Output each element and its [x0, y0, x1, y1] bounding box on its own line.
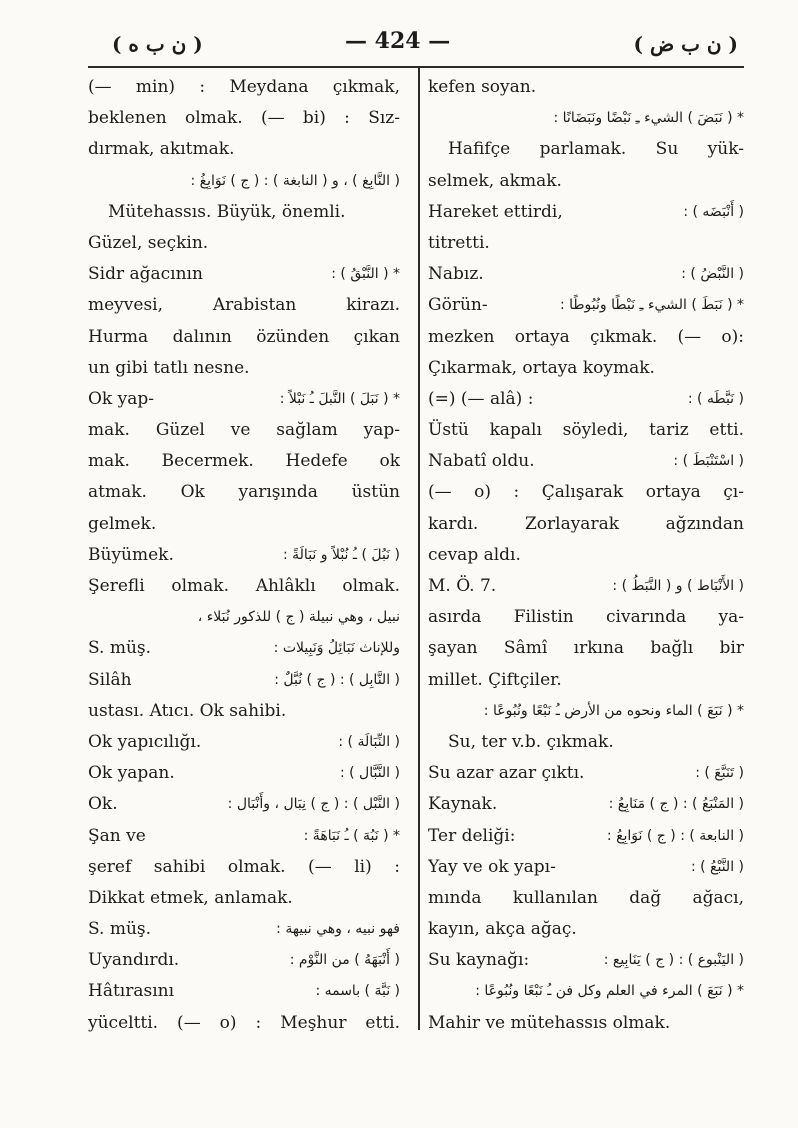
- entry-line: Güzel, seçkin.: [88, 232, 209, 253]
- arabic-headword: ( النَّبْل ) : ( ج ) نِبَال ، وأَنْبَال :: [227, 796, 400, 813]
- arabic-headword-line: نبيل ، وهي نبيلة ( ج ) للذكور نُبَلاء ،: [197, 609, 400, 626]
- header-left-guide-word: ( ن ب ه ): [112, 32, 203, 56]
- entry-line: meyvesi, Arabistan kirazı.: [88, 295, 400, 316]
- entry-line: (— o) : Çalışarak ortaya çı-: [428, 482, 744, 503]
- definition-text: Ok yap-: [88, 388, 155, 409]
- entry-line: kardı. Zorlayarak ağzından: [428, 513, 744, 534]
- entry-line: beklenen olmak. (— bi) : Sız-: [88, 108, 400, 129]
- definition-text: S. müş.: [88, 919, 152, 940]
- arabic-headword: ( نَبُلَ ) ـُ نُبْلاً و نَبَالَةً :: [282, 546, 400, 563]
- entry-line: cevap aldı.: [428, 544, 521, 565]
- entry-line: Çıkarmak, ortaya koymak.: [428, 357, 655, 378]
- column-divider: [418, 68, 420, 1030]
- entry-line: un gibi tatlı nesne.: [88, 357, 250, 378]
- arabic-headword: ( النِّبَالَة ) :: [338, 733, 400, 750]
- entry-line: gelmek.: [88, 513, 157, 534]
- definition-text: Uyandırdı.: [88, 950, 180, 971]
- arabic-headword: ( أَنْبَهَهُ ) من النَّوْم :: [289, 952, 400, 969]
- definition-text: Kaynak.: [428, 794, 498, 815]
- arabic-headword: ( اسْتَنْبَطَ ) :: [673, 453, 744, 470]
- entry-line: selmek, akmak.: [428, 170, 562, 191]
- arabic-headword: ( الأَنْبَاط ) و ( النَّبَطُ ) :: [612, 578, 744, 594]
- definition-text: Sidr ağacının: [88, 264, 203, 285]
- arabic-headword: * ( نَبَلَ ) النَّبلَ ـُ نَبْلاً :: [279, 390, 400, 407]
- entry-headword-line: [88, 727, 400, 758]
- entry-headword-line: [428, 789, 744, 820]
- entry-line: Dikkat etmek, anlamak.: [88, 887, 293, 908]
- definition-text: (=) (— alâ) :: [428, 388, 534, 409]
- arabic-headword-line: * ( نَبَضَ ) الشيء ـِ نَبْضًا ونَبَضَانًا :: [553, 110, 744, 127]
- entry-line: kayın, akça ağaç.: [428, 919, 577, 940]
- entry-headword-line: [88, 540, 400, 571]
- entry-line: dırmak, akıtmak.: [88, 139, 235, 160]
- header-right-guide-word: ( ن ب ض ): [633, 32, 738, 56]
- definition-text: Su kaynağı:: [428, 950, 530, 971]
- definition-text: M. Ö. 7.: [428, 576, 497, 596]
- entry-headword-line: [428, 384, 744, 415]
- arabic-headword: ( النَّبْعُ ) :: [690, 858, 744, 875]
- arabic-headword: ( تَنَبَّعَ ) :: [695, 765, 744, 782]
- entry-headword-line: [428, 821, 744, 852]
- arabic-headword-line: ( النَّابِغ ) ، و ( النابغة ) : ( ج ) نَوَابِغُ :: [190, 172, 400, 189]
- entry-headword-line: [88, 914, 400, 945]
- entry-line: Mahir ve mütehassıs olmak.: [428, 1012, 671, 1033]
- entry-headword-line: [428, 259, 744, 290]
- entry-line: Üstü kapalı söyledi, tariz etti.: [428, 420, 744, 441]
- definition-text: Su azar azar çıktı.: [428, 763, 585, 784]
- entry-headword-line: [88, 384, 400, 415]
- arabic-headword-line: * ( نَبَعَ ) المرء في العلم وكل فن ـُ نَبْعًا ونُبُوعًا :: [475, 983, 744, 1000]
- entry-headword-line: [88, 976, 400, 1007]
- entry-headword-line: [428, 945, 744, 976]
- definition-text: Büyümek.: [88, 544, 174, 565]
- entry-line: mında kullanılan dağ ağacı,: [428, 887, 744, 908]
- entry-headword-line: [88, 945, 400, 976]
- entry-line: Mütehassıs. Büyük, önemli.: [108, 201, 346, 222]
- arabic-headword-line: * ( نَبَعَ ) الماء ونحوه من الأرض ـُ نَبْعًا ونُبُوعًا :: [483, 702, 744, 719]
- entry-headword-line: [428, 197, 744, 228]
- entry-line: (— min) : Meydana çıkmak,: [88, 77, 400, 97]
- definition-text: Şan ve: [88, 825, 146, 846]
- arabic-headword: ( نَبَّطَه ) :: [687, 390, 744, 407]
- entry-headword-line: [428, 852, 744, 883]
- entry-line: Hafifçe parlamak. Su yük-: [448, 139, 744, 160]
- definition-text: Ter deliği:: [428, 825, 516, 846]
- definition-text: Yay ve ok yapı-: [428, 856, 556, 877]
- entry-headword-line: [88, 789, 400, 820]
- entry-line: asırda Filistin civarında ya-: [428, 607, 744, 628]
- entry-line: Hurma dalının özünden çıkan: [88, 326, 400, 347]
- arabic-headword: ( المَنْبَعُ ) : ( ج ) مَنَابِعُ :: [608, 796, 744, 813]
- entry-line: şeref sahibi olmak. (— li) :: [88, 856, 400, 877]
- entry-headword-line: [88, 665, 400, 696]
- entry-headword-line: [428, 290, 744, 321]
- definition-text: Nabız.: [428, 264, 484, 285]
- entry-line: mak. Becermek. Hedefe ok: [88, 451, 400, 472]
- arabic-headword: ( النَّابِل ) : ( ج ) نُبَّلٌ :: [274, 671, 400, 688]
- arabic-headword: وللإناث نَبَائِلُ وَنَبِيلات :: [273, 640, 400, 657]
- entry-headword-line: [88, 633, 400, 664]
- definition-text: Görün-: [428, 295, 488, 316]
- arabic-headword: * ( نَبَطَ ) الشيء ـِ نَبْطًا ونُبُوطًا :: [559, 297, 744, 314]
- entry-headword-line: [88, 758, 400, 789]
- entry-headword-line: [428, 446, 744, 477]
- entry-line: titretti.: [428, 232, 490, 253]
- entry-line: yüceltti. (— o) : Meşhur etti.: [88, 1012, 400, 1033]
- entry-line: Şerefli olmak. Ahlâklı olmak.: [88, 576, 400, 596]
- arabic-headword: * ( نَبُهَ ) ـُ نَبَاهَةً :: [303, 827, 400, 844]
- entry-line: atmak. Ok yarışında üstün: [88, 482, 400, 503]
- entry-line: millet. Çiftçiler.: [428, 669, 562, 690]
- definition-text: Ok.: [88, 794, 118, 815]
- definition-text: Silâh: [88, 669, 132, 690]
- page-number: — 424 —: [345, 28, 451, 54]
- entry-line: ustası. Atıcı. Ok sahibi.: [88, 700, 287, 721]
- entry-line: mezken ortaya çıkmak. (— o):: [428, 326, 744, 347]
- arabic-headword: ( النَّبَّال ) :: [339, 765, 400, 782]
- entry-line: kefen soyan.: [428, 77, 537, 97]
- entry-line: mak. Güzel ve sağlam yap-: [88, 420, 400, 441]
- arabic-headword: ( اليَنْبوع ) : ( ج ) يَنَابِيع :: [603, 952, 744, 969]
- arabic-headword: ( أَنْبَضَه ) :: [683, 203, 744, 220]
- definition-text: Hâtırasını: [88, 981, 175, 1002]
- arabic-headword: ( النَّبْضُ ) :: [681, 266, 744, 283]
- arabic-headword: ( النابعة ) : ( ج ) نَوَابِعُ :: [606, 827, 744, 844]
- header-rule: [88, 66, 744, 68]
- entry-line: şayan Sâmî ırkına bağlı bir: [428, 638, 744, 659]
- entry-headword-line: [428, 571, 744, 602]
- entry-headword-line: [88, 821, 400, 852]
- entry-headword-line: [88, 259, 400, 290]
- arabic-headword: * ( النَّبْقُ ) :: [331, 266, 400, 283]
- definition-text: S. müş.: [88, 638, 152, 659]
- right-column: [428, 72, 744, 1039]
- left-column: [88, 72, 400, 1039]
- definition-text: Ok yapan.: [88, 763, 175, 784]
- definition-text: Ok yapıcılığı.: [88, 731, 202, 752]
- arabic-headword: فهو نبيه ، وهي نبيهة :: [276, 921, 400, 938]
- definition-text: Hareket ettirdi,: [428, 201, 563, 222]
- entry-line: Su, ter v.b. çıkmak.: [448, 731, 614, 752]
- entry-headword-line: [428, 758, 744, 789]
- arabic-headword: ( نَبَّهَ ) باسمه :: [315, 983, 400, 1000]
- page-header: [0, 24, 798, 64]
- definition-text: Nabatî oldu.: [428, 451, 535, 472]
